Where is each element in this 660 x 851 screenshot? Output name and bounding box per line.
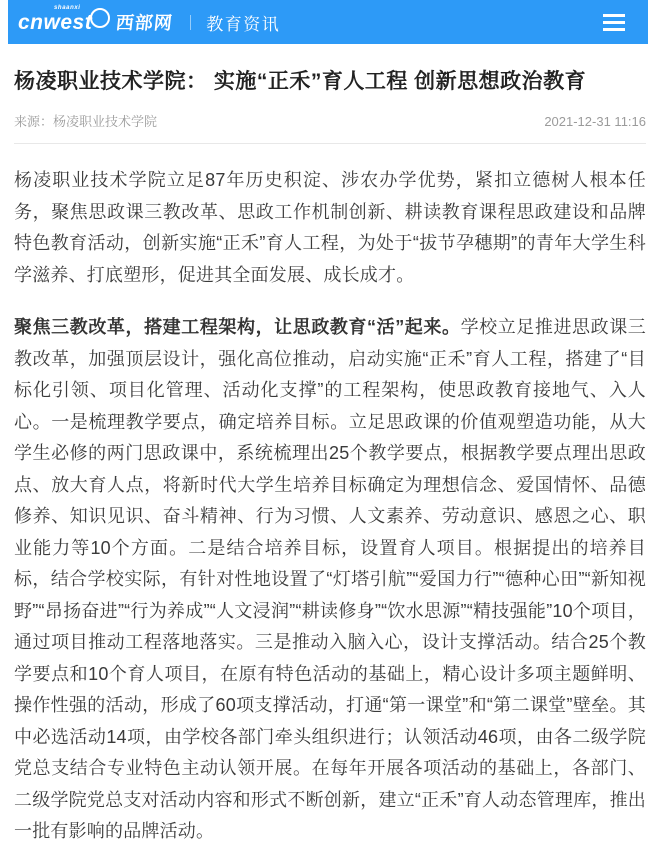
paragraph-text: 杨凌职业技术学院立足87年历史积淀、涉农办学优势，紧扣立德树人根本任务，聚焦思政课三教改革、思政工作机制创新、耕读教育课程思政建设和品牌特色教育活动，创新实施“正禾”育人工程，为处于“拔节孕穗期”的青年大学生科学滋养、打底塑形，促进其全面发展、成长成才。 <box>14 170 646 285</box>
top-navbar <box>8 0 648 44</box>
article-paragraph <box>14 165 646 291</box>
header-separator <box>190 15 191 30</box>
logo-shaanxi-text: shaanxi <box>54 4 81 11</box>
article-source: 来源：杨凌职业技术学院 <box>14 114 158 129</box>
hamburger-menu-icon[interactable] <box>603 14 625 31</box>
logo-circle-icon <box>90 8 110 28</box>
logo-cnwest-text: cnwest <box>18 10 93 34</box>
channel-title: 教育资讯 <box>206 14 281 34</box>
divider-line <box>14 143 646 144</box>
cnwest-logo[interactable] <box>18 4 175 35</box>
article-datetime: 2021-12-31 11:16 <box>544 114 646 129</box>
logo-cn-text: 西部网 <box>115 13 175 33</box>
article-title: 杨凌职业技术学院： 实施“正禾”育人工程 创新思想政治教育 <box>14 70 587 93</box>
hamburger-bar <box>603 21 625 24</box>
article-meta <box>14 111 646 130</box>
hamburger-bar <box>603 14 625 17</box>
paragraph-text: 学校立足推进思政课三教改革，加强顶层设计，强化高位推动，启动实施“正禾”育人工程，搭建了“目标化引领、项目化管理、活动化支撑”的工程架构，使思政教育接地气、入人心。一是梳理教学要点，确定培养目标。立足思政课的价值观塑造功能，从大学生必修的两门思政课中，系统梳理出25个教学要点，根据教学要点理出思政点、放大育人点，将新时代大学生培养目标确定为理想信念、爱国情怀、品德修养、知识见识、奋斗精神、行为习惯、人文素养、劳动意识、感恩之心、职业能力等10个方面。二是结合培养目标，设置育人项目。根据提出的培养目标，结合学校实际，有针对性地设置了“灯塔引航”“爱国力行”“德种心田”“新知视野”“昂扬奋进”“行为养成”“人文浸润”“耕读修身”“饮水思源”“精技强能”10个项目，通过项目推动工程落地落实。三是推动入脑入心，设计支撑活动。结合25个教学要点和10个育人项目，在原有特色活动的基础上，精心设计多项主题鲜明、操作性强的活动，形成了60项支撑活动，打通“第一课堂”和“第二课堂”壁垒。其中必选活动14项，由学校各部门牵头组织进行；认领活动46项，由各二级学院党总支结合专业特色主动认领开展。在每年开展各项活动的基础上，各部门、二级学院党总支对活动内容和形式不断创新，建立“正禾”育人动态管理库，推出一批有影响的品牌活动。 <box>14 317 647 841</box>
article-body <box>8 44 652 848</box>
article-paragraph <box>14 312 646 848</box>
logo-en-wrap <box>18 4 108 34</box>
hamburger-bar <box>603 28 625 31</box>
paragraph-lead: 聚焦三教改革，搭建工程架构，让思政教育“活”起来。 <box>14 317 461 337</box>
